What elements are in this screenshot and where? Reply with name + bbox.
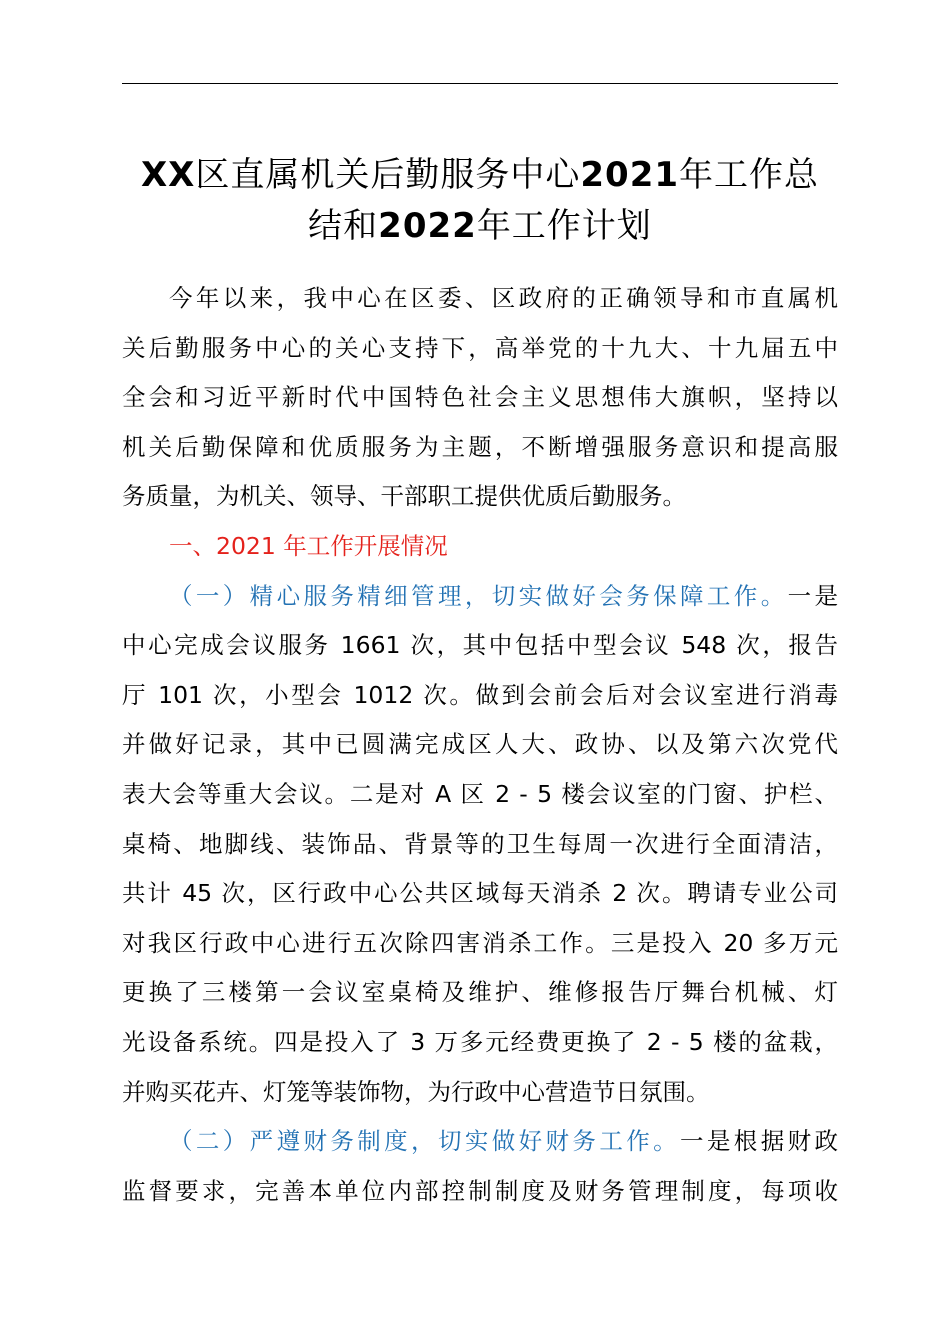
subsection-2-line: 监督要求，完善本单位内部控制制度及财务管理制度，每项收 (122, 1176, 838, 1205)
title-line-1 (141, 155, 819, 195)
subsection-1-line: 表大会等重大会议。二是对 A 区 2 - 5 楼会议室的门窗、护栏、 (122, 779, 838, 808)
subsection-1-line: 共计 45 次，区行政中心公共区域每天消杀 2 次。聘请专业公司 (122, 879, 838, 908)
subsection-1-first-line (122, 572, 838, 622)
title-year-2021: 2021 (580, 155, 680, 195)
intro-paragraph (122, 274, 838, 522)
subsection-2-first-line-rest: 一是根据财政 (680, 1127, 838, 1156)
intro-line: 关后勤服务中心的关心支持下，高举党的十九大、十九届五中 (122, 333, 838, 362)
subsection-1-line: 中心完成会议服务 1661 次，其中包括中型会议 548 次，报告 (122, 631, 838, 660)
document-body (122, 274, 838, 1216)
title-xx: XX (140, 155, 196, 195)
title-conj: 结和 (308, 206, 379, 246)
subsection-1-line: 并做好记录，其中已圆满完成区人大、政协、以及第六次党代 (122, 730, 838, 759)
intro-line: 今年以来，我中心在区委、区政府的正确领导和市直属机 (169, 284, 838, 312)
intro-line: 务质量，为机关、领导、干部职工提供优质后勤服务。 (122, 482, 686, 511)
subsection-2-heading: （二）严遵财务制度，切实做好财务工作。 (169, 1127, 681, 1156)
header-rule (122, 83, 838, 84)
title-summary: 年工作总 (679, 155, 820, 195)
subsection-1-line: 厅 101 次，小型会 1012 次。做到会前会后对会议室进行消毒 (122, 680, 838, 709)
document-title (122, 150, 838, 252)
subsection-1-line: 对我区行政中心进行五次除四害消杀工作。三是投入 20 多万元 (122, 928, 838, 957)
subsection-1-first-line-rest: 一是 (787, 581, 838, 610)
section-1-heading-block (122, 522, 838, 572)
subsection-1-line: 并购买花卉、灯笼等装饰物，为行政中心营造节日氛围。 (122, 1077, 710, 1106)
title-plan: 年工作计划 (476, 206, 652, 246)
title-line-2 (308, 206, 652, 246)
title-year-2022: 2022 (378, 206, 477, 246)
subsection-2-paragraph (122, 1117, 838, 1216)
subsection-1-paragraph (122, 572, 838, 1118)
subsection-2-first-line (122, 1117, 838, 1167)
subsection-1-line: 更换了三楼第一会议室桌椅及维护、维修报告厅舞台机械、灯 (122, 978, 838, 1007)
subsection-1-line: 光设备系统。四是投入了 3 万多元经费更换了 2 - 5 楼的盆栽， (122, 1027, 838, 1056)
section-1-heading: 一、2021 年工作开展情况 (169, 531, 448, 560)
subsection-1-heading: （一）精心服务精细管理，切实做好会务保障工作。 (169, 581, 788, 610)
intro-line: 全会和习近平新时代中国特色社会主义思想伟大旗帜，坚持以 (122, 383, 838, 412)
title-org: 区直属机关后勤服务中心 (195, 155, 581, 195)
intro-line: 机关后勤保障和优质服务为主题，不断增强服务意识和提高服 (122, 432, 838, 461)
subsection-1-line: 桌椅、地脚线、装饰品、背景等的卫生每周一次进行全面清洁， (122, 829, 838, 858)
